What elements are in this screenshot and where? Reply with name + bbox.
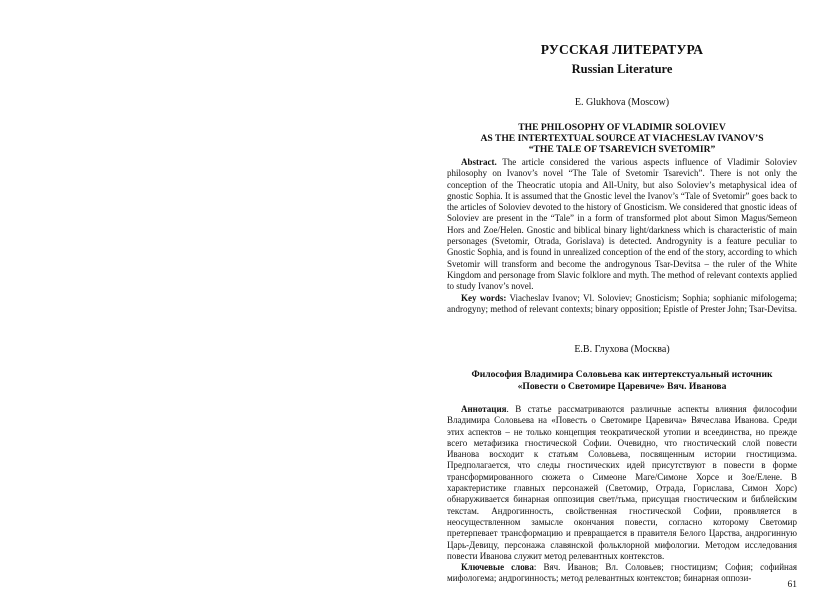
author-en: E. Glukhova (Moscow) bbox=[574, 97, 670, 108]
abstract-ru bbox=[447, 404, 797, 585]
abstract-ru-paragraph bbox=[447, 404, 797, 562]
abstract-ru-label: Аннотация bbox=[461, 404, 507, 414]
article-title-en bbox=[447, 122, 797, 156]
keywords-en-paragraph bbox=[447, 293, 797, 316]
keywords-ru-label: Ключевые слова bbox=[461, 562, 534, 573]
abstract-en bbox=[447, 157, 797, 315]
abstract-en-label: Abstract. bbox=[461, 157, 497, 167]
section-title-en: Russian Literature bbox=[571, 62, 673, 76]
keywords-ru-paragraph bbox=[447, 562, 797, 585]
title-en-line-3: “THE TALE OF TSAREVICH SVETOMIR” bbox=[528, 144, 716, 156]
abstract-ru-text: . В статье рассматриваются различные аспекты влияния философии Владимира Соловьева на «Повесть о Светомире Царевича» Вячеслава Иванова. Среди этих аспектов – не только концепция теократической утопии и всеединства, но прежде всего метафизика гностической Софии. Очевидно, что гностический слой повести Иванова восходит к статьям Соловьева, посвященным истории гностицизма. Предполагается, что следы гностических идей присутствуют в повести в форме трансформированного сюжета о Симеоне Маге/Симоне Хорсе и Зое/Елене. В характеристике главных персонажей (Светомир, Отрада, Горислава, Симон Хорс) обнаруживается бинарная оппозиция свет/тьма, присущая гностическим и библейским текстам. Андрогинность, свойственная гностической Софии, проявляется в неосуществленном замысле окончания повести, согласно которому Светомир претерпевает трансформацию и превращается в правителя Белого Царства, андрогинную Царь-Девицу, персонажа славянской фольклорной мифологии. Методом исследования повести Иванова служит метод релевантных контекстов. bbox=[447, 404, 797, 561]
keywords-en-label: Key words: bbox=[461, 292, 507, 303]
title-ru-line-1: Философия Владимира Соловьева как интертекстуальный источник bbox=[471, 369, 773, 380]
title-en-line-2: AS THE INTERTEXTUAL SOURCE AT VIACHESLAV IVANOV’S bbox=[480, 133, 764, 145]
abstract-en-text: The article considered the various aspects influence of Vladimir Soloviev philosophy on Ivanov’s novel “The Tale of Svetomir Tsarevich”. There is not only the conception of the Theocratic utopia and All-Unity, but also Soloviev’s metaphysical idea of gnostic Sophia. It is assumed that the Gnostic level the Ivanov’s “Tale of Svetomir” goes back to the articles of Soloviev devoted to the history of Gnosticism. We considered that gnostic ideas of Soloviev are present in the “Tale” in a form of transformed plot about Simon Magus/Semeon Hors and Zoe/Helen. Gnostic and biblical binary light/darkness which is characteristic of main personages (Svetomir, Otrada, Gorislava) is detected. Androgynity is a feature peculiar to Gnostic Sophia, and is found in unrealized conception of the end of the story, according to which Svetomir will transform and become the androgynous Tsar-Devitsa – the ruler of the White Kingdom and personage from Slavic folklore and myth. The method of relevant contexts applied to study Ivanov’s novel. bbox=[447, 157, 797, 292]
title-ru-line-2: «Повести о Светомире Царевиче» Вяч. Иванова bbox=[517, 380, 727, 392]
keywords-en-text: Viacheslav Ivanov; Vl. Soloviev; Gnosticism; Sophia; sophianic mifologema; androgyny; method of relevant contexts; binary opposition; Epistle of Prester John; Tsar-Devitsa. bbox=[447, 292, 797, 314]
title-en-line-1: THE PHILOSOPHY OF VLADIMIR SOLOVIEV bbox=[518, 122, 726, 133]
abstract-en-paragraph bbox=[447, 157, 797, 293]
keywords-ru-text: : Вяч. Иванов; Вл. Соловьев; гностицизм; София; софийная мифологема; андрогинность; метод релевантных контекстов; бинарная оппози- bbox=[447, 562, 797, 584]
author-ru: Е.В. Глухова (Москва) bbox=[574, 344, 670, 355]
section-title-ru: РУССКАЯ ЛИТЕРАТУРА bbox=[540, 42, 704, 57]
page-number: 61 bbox=[787, 580, 797, 590]
article-title-ru bbox=[447, 369, 797, 392]
